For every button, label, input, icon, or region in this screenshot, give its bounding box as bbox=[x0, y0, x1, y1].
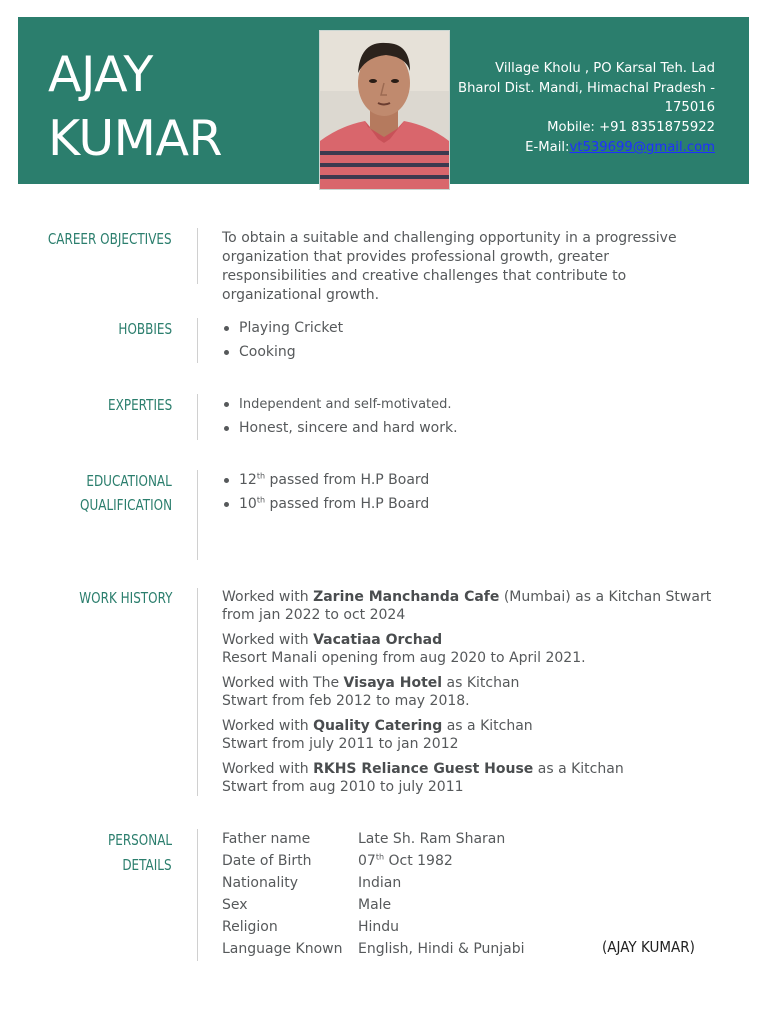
list-item: Cooking bbox=[222, 343, 722, 362]
address-line: Bharol Dist. Mandi, Himachal Pradesh - bbox=[458, 80, 715, 96]
list-item: 10th passed from H.P Board bbox=[222, 495, 722, 514]
list-item: Independent and self-motivated. bbox=[222, 395, 722, 414]
email-link[interactable]: vt539699@gmail.com bbox=[569, 139, 715, 155]
hobbies-list bbox=[222, 319, 722, 362]
email-line: E-Mail:vt539699@gmail.com bbox=[525, 139, 715, 155]
employer-name: Visaya Hotel bbox=[343, 675, 443, 691]
detail-row: Language Known English, Hindi & Punjabi bbox=[222, 941, 525, 957]
list-item: Honest, sincere and hard work. bbox=[222, 419, 722, 438]
section-divider bbox=[197, 470, 198, 560]
signature-name: (AJAY KUMAR) bbox=[602, 938, 695, 956]
experties-list-container bbox=[222, 395, 722, 443]
mobile-number: Mobile: +91 8351875922 bbox=[547, 120, 715, 136]
section-divider bbox=[197, 318, 198, 363]
hobbies-list-container bbox=[222, 319, 722, 367]
experties-list bbox=[222, 395, 722, 438]
postal-code: 175016 bbox=[664, 100, 715, 116]
employer-name: Vacatiaa Orchad bbox=[313, 632, 443, 648]
employer-name: Quality Catering bbox=[313, 718, 443, 734]
header-banner bbox=[18, 17, 749, 184]
section-divider bbox=[197, 228, 198, 284]
section-divider bbox=[197, 394, 198, 440]
education-list bbox=[222, 471, 722, 514]
section-label-personal-details: PERSONAL bbox=[107, 831, 172, 849]
section-label-education-line2: QUALIFICATION bbox=[79, 496, 172, 514]
work-entry: Worked with Quality Catering as a Kitchan Stwart from july 2011 to jan 2012 bbox=[222, 718, 533, 752]
detail-row: Father name Late Sh. Ram Sharan bbox=[222, 831, 506, 847]
list-item: Playing Cricket bbox=[222, 319, 722, 338]
profile-photo bbox=[319, 30, 450, 190]
work-entry: Worked with RKHS Reliance Guest House as a Kitchan Stwart from aug 2010 to july 2011 bbox=[222, 761, 624, 795]
work-history-list bbox=[222, 588, 742, 803]
employer-name: Zarine Manchanda Cafe bbox=[313, 589, 500, 605]
section-label-career-objectives: CAREER OBJECTIVES bbox=[48, 230, 172, 248]
work-entry: Worked with Vacatiaa Orchad Resort Manali opening from aug 2020 to April 2021. bbox=[222, 632, 586, 666]
candidate-name: AJAY KUMAR bbox=[48, 46, 223, 167]
section-divider bbox=[197, 829, 198, 961]
detail-row: Sex Male bbox=[222, 897, 392, 913]
career-objective-text: To obtain a suitable and challenging opportunity in a progressive organization that provides professional growth, greater responsibilities and creative challenges that contribute to organizational growth. bbox=[222, 230, 677, 303]
section-label-personal-details-line2: DETAILS bbox=[122, 856, 172, 874]
contact-block bbox=[455, 59, 715, 158]
personal-details-table bbox=[222, 828, 552, 960]
section-divider bbox=[197, 588, 198, 796]
employer-name: RKHS Reliance Guest House bbox=[313, 761, 534, 777]
work-entry: Worked with The Visaya Hotel as Kitchan Stwart from feb 2012 to may 2018. bbox=[222, 675, 520, 709]
section-label-hobbies: HOBBIES bbox=[118, 320, 172, 338]
detail-row: Date of Birth 07th Oct 1982 bbox=[222, 852, 453, 869]
detail-row: Nationality Indian bbox=[222, 875, 402, 891]
section-label-education: EDUCATIONAL bbox=[86, 472, 172, 490]
education-list-container bbox=[222, 471, 722, 519]
section-label-work-history: WORK HISTORY bbox=[78, 589, 172, 607]
address-line: Village Kholu , PO Karsal Teh. Lad bbox=[495, 61, 715, 76]
detail-row: Religion Hindu bbox=[222, 919, 400, 935]
work-entry: Worked with Zarine Manchanda Cafe (Mumbai) as a Kitchan Stwart from jan 2022 to oct 2024 bbox=[222, 589, 712, 623]
section-label-experties: EXPERTIES bbox=[107, 396, 172, 414]
list-item: 12th passed from H.P Board bbox=[222, 471, 722, 490]
portrait-image bbox=[320, 31, 449, 189]
